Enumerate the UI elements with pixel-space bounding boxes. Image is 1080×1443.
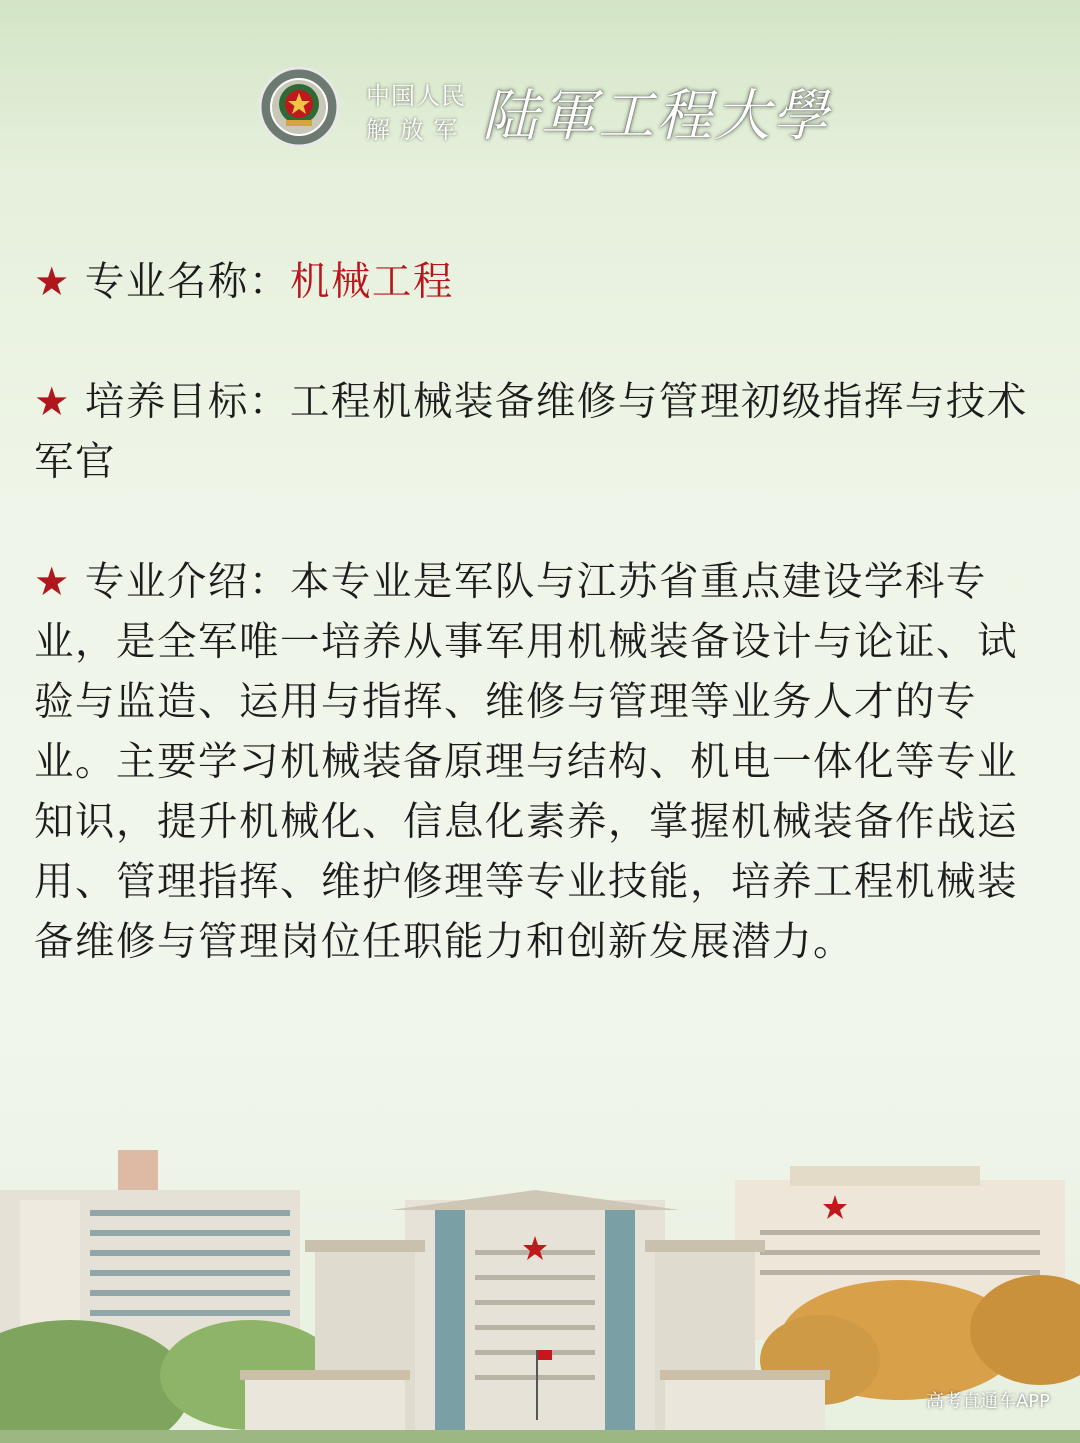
major-name-paragraph bbox=[34, 252, 1050, 312]
major-intro-paragraph bbox=[34, 552, 1050, 972]
training-goal-value: 工程机械装备维修与管理初级指挥与技术军官 bbox=[34, 379, 1028, 485]
major-intro-label: 专业介绍： bbox=[84, 559, 290, 605]
org-line-1: 中国人民 bbox=[366, 82, 466, 110]
training-goal-paragraph bbox=[34, 372, 1050, 492]
major-name-value: 机械工程 bbox=[289, 259, 454, 305]
star-icon: ★ bbox=[34, 259, 71, 305]
major-intro-value: 本专业是军队与江苏省重点建设学科专业，是全军唯一培养从事军用机械装备设计与论证、试验与监造、运用与指挥、维修与管理等业务人才的专业。主要学习机械装备原理与结构、机电一体化等专业知识，提升机械化、信息化素养，掌握机械装备作战运用、管理指挥、维护修理等专业技能，培养工程机械装备维修与管理岗位任职能力和创新发展潜力。 bbox=[34, 559, 1018, 965]
university-name: 陆軍工程大學 bbox=[482, 84, 830, 149]
emblem-icon bbox=[258, 66, 340, 148]
watermark: 高考直通车APP bbox=[925, 1391, 1050, 1412]
star-icon: ★ bbox=[34, 379, 71, 425]
campus-illustration bbox=[0, 1140, 1080, 1443]
major-info bbox=[34, 252, 1050, 1032]
training-goal-label: 培养目标： bbox=[84, 379, 290, 425]
major-name-label: 专业名称： bbox=[84, 259, 290, 305]
university-logo bbox=[258, 66, 838, 148]
star-icon: ★ bbox=[34, 559, 71, 605]
org-line-2: 解 放 军 bbox=[366, 116, 459, 144]
